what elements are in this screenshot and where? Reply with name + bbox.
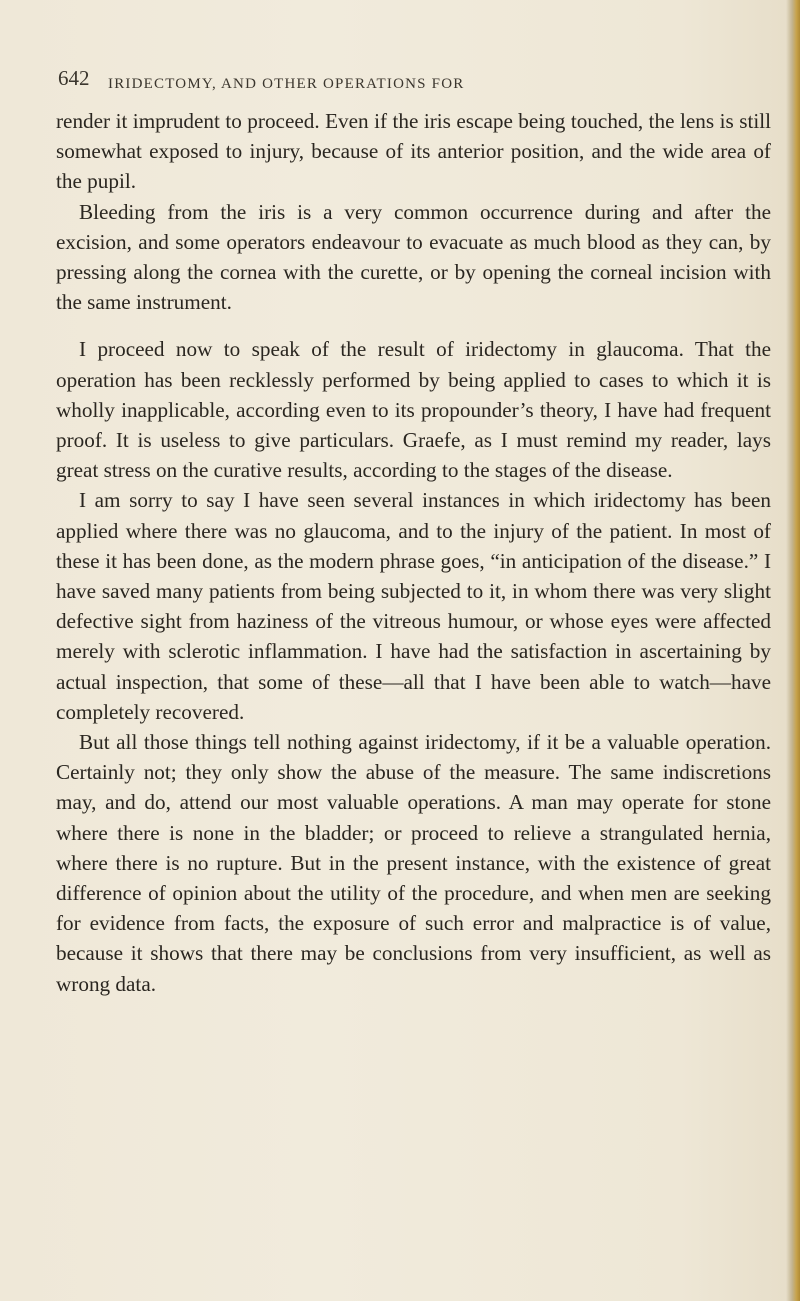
page-edge-shadow xyxy=(786,0,800,1301)
paragraph-instances: I am sorry to say I have seen several instances in which iridectomy has been applied where there was no glaucoma, and to the injury of the patient. In most of these it has been done, as the modern phrase goes, “in anticipation of the disease.” I have saved many patients from being subjected to it, in whom there was very slight defective sight from haziness of the vitreous humour, or whose eyes were affected merely with sclerotic inflammation. I have had the satisfaction in ascertaining by actual inspection, that some of these—all that I have been able to watch—have completely recovered. xyxy=(56,488,771,724)
running-head: IRIDECTOMY, AND OTHER OPERATIONS FOR xyxy=(108,76,465,92)
paragraph-conclusion: But all those things tell nothing against iridectomy, if it be a valuable operation. Certainly not; they only show the abuse of the measure. The same indiscretions may, and do, attend our most valuable operations. A man may operate for stone where there is none in the bladder; or proceed to relieve a strangulated hernia, where there is no rupture. But in the present instance, with the existence of great difference of opinion about the utility of the procedure, and when men are seeking for evidence from facts, the exposure of such error and malpractice is of value, because it shows that there may be conclusions from very insufficient, as well as wrong data. xyxy=(56,730,771,996)
paragraph-glaucoma: I proceed now to speak of the result of iridectomy in glaucoma. That the operation has been recklessly performed by being applied to cases to which it is wholly inapplicable, according even to its propounder’s theory, I have had frequent proof. It is useless to give particulars. Graefe, as I must remind my reader, lays great stress on the curative results, according to the stages of the disease. xyxy=(56,337,771,483)
body-text xyxy=(56,106,771,999)
paragraph-bleeding: Bleeding from the iris is a very common occurrence during and after the excision, and some operators endeavour to evacuate as much blood as they can, by pressing along the cornea with the curette, or by opening the corneal incision with the same instrument. xyxy=(56,199,771,315)
paragraph-continuation: render it imprudent to proceed. Even if the iris escape being touched, the lens is still somewhat exposed to injury, because of its anterior position, and the wide area of the pupil. xyxy=(56,109,771,194)
page-number: 642 xyxy=(58,66,90,90)
